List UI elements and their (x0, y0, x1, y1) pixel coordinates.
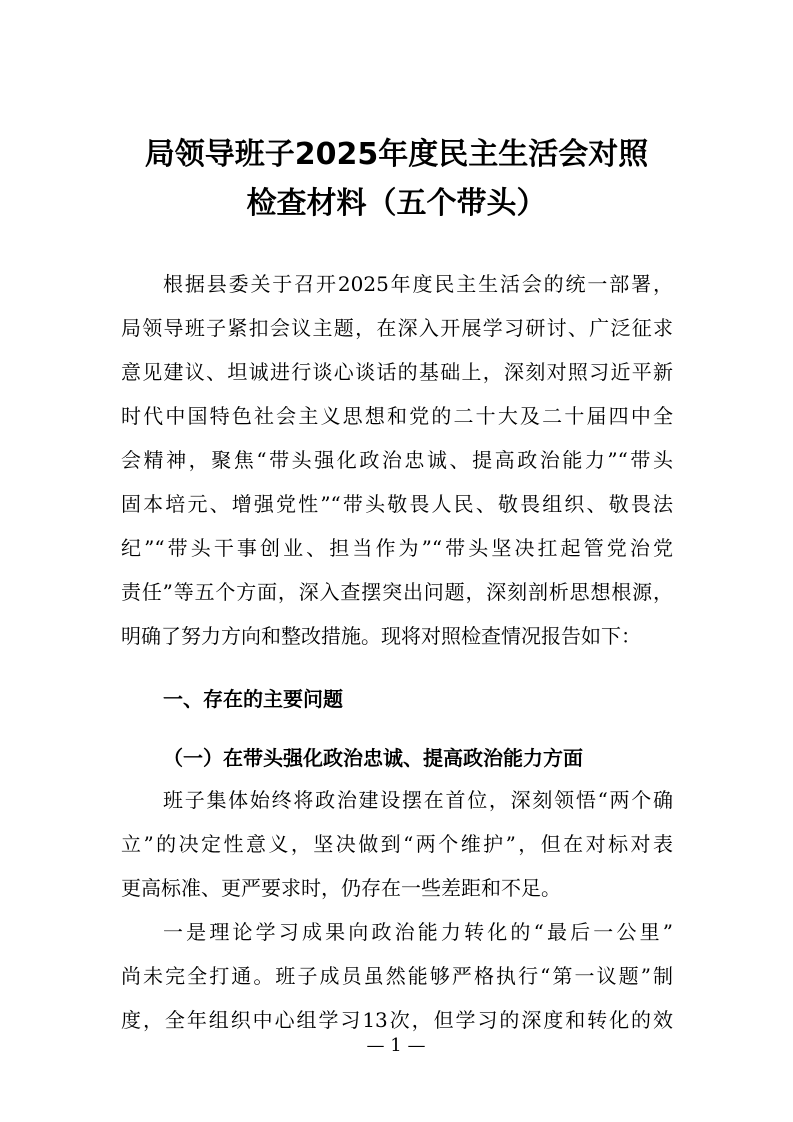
intro-line: 时代中国特色社会主义思想和党的二十大及二十届四中全 (121, 404, 673, 428)
intro-line: 意见建议、坦诚进行谈心谈话的基础上，深刻对照习近平新 (121, 360, 673, 384)
intro-line: 纪”“带头干事创业、担当作为”“带头坚决扛起管党治党 (121, 536, 673, 560)
intro-line: 明确了努力方向和整改措施。现将对照检查情况报告如下： (121, 624, 641, 648)
page-number: — 1 — (366, 1035, 426, 1056)
intro-line: 会精神，聚焦“带头强化政治忠诚、提高政治能力”“带头 (121, 448, 673, 472)
paragraph-line: 一是理论学习成果向政治能力转化的“最后一公里” (163, 920, 673, 944)
subsection-heading: （一）在带头强化政治忠诚、提高政治能力方面 (163, 746, 583, 770)
paragraph-line: 更高标准、更严要求时，仍存在一些差距和不足。 (121, 876, 561, 900)
paragraph-line: 班子集体始终将政治建设摆在首位，深刻领悟“两个确 (163, 788, 673, 812)
section-heading: 一、存在的主要问题 (163, 686, 343, 711)
intro-line: 责任”等五个方面，深入查摆突出问题，深刻剖析思想根源， (121, 580, 673, 604)
document-title-line-1: 局领导班子2025年度民主生活会对照 (144, 137, 649, 172)
intro-line: 固本培元、增强党性”“带头敬畏人民、敬畏组织、敬畏法 (121, 492, 673, 516)
paragraph-line: 尚未完全打通。班子成员虽然能够严格执行“第一议题”制 (121, 964, 673, 988)
intro-line: 局领导班子紧扣会议主题，在深入开展学习研讨、广泛征求 (121, 316, 673, 340)
document-title-line-2: 检查材料（五个带头） (246, 186, 547, 221)
intro-line: 根据县委关于召开2025年度民主生活会的统一部署， (163, 272, 673, 296)
paragraph-line: 度，全年组织中心组学习13次，但学习的深度和转化的效 (121, 1008, 673, 1032)
paragraph-line: 立”的决定性意义，坚决做到“两个维护”，但在对标对表 (121, 832, 673, 856)
